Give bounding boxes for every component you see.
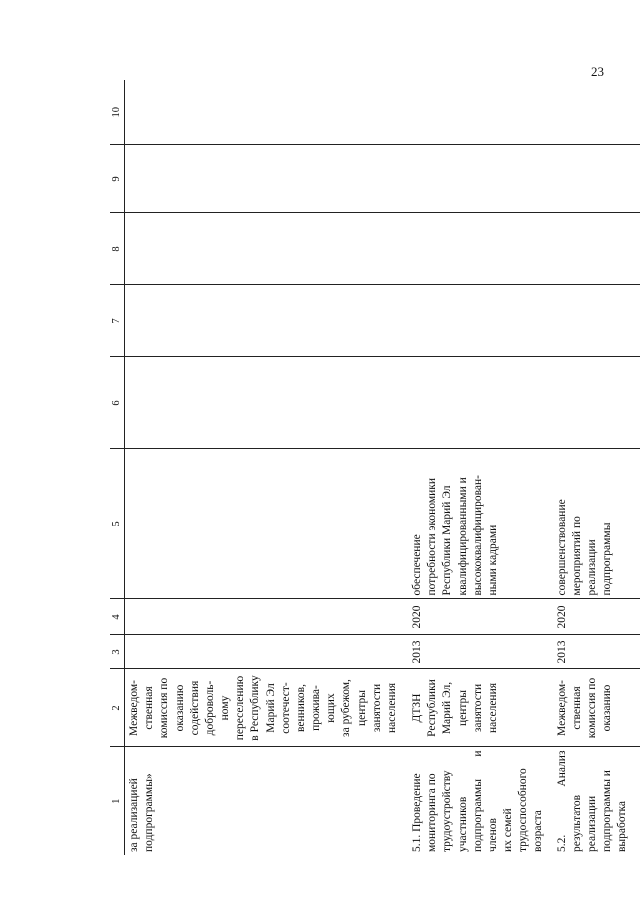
cell-end-year: 2020 [549,599,640,635]
cell-result: совершенствование мероприятий по реализации подпрограммы [549,449,640,599]
program-table [110,80,640,855]
table-row [402,80,549,855]
cell-col9 [125,145,403,213]
cell-executor: Межведом- ственная комиссия по оказанию [549,669,640,747]
cell-end-year [125,599,403,635]
cell-end-year: 2020 [402,599,549,635]
cell-result: обеспечение потребности экономики Республики Марий Эл квалифицированными и высококвалифицирован- ными кадрами [402,449,549,599]
cell-col9 [402,145,549,213]
cell-col9 [549,145,640,213]
col-header-4: 4 [110,599,125,635]
col-header-2: 2 [110,669,125,747]
page-number: 23 [591,64,604,79]
cell-col6 [402,357,549,449]
cell-col8 [402,213,549,285]
cell-measure: 5.1. Проведение мониторинга по трудоустройству участников подпрограммы и членов их семей трудоспособного возраста [411,750,545,852]
col-header-8: 8 [110,213,125,285]
cell-col6 [125,357,403,449]
col-header-5: 5 [110,449,125,599]
cell-col7 [402,285,549,357]
cell-col10 [402,80,549,145]
cell-executor: Межведом- ственная комиссия по оказанию содействия доброволь- ному переселению в Республику Марий Эл соотечест- венников, прожива- ющих за рубежом, центры занятости населения [125,669,403,747]
cell-col7 [125,285,403,357]
col-header-1: 1 [110,747,125,855]
table-row [125,80,403,855]
col-header-7: 7 [110,285,125,357]
cell-result [125,449,403,599]
cell-measure: за реализацией подпрограммы» [128,773,156,852]
cell-measure: 5.2. Анализ результатов реализации подпрограммы и выработка [555,750,629,852]
cell-col10 [549,80,640,145]
header-row [110,80,125,855]
rotated-table-wrapper [110,80,629,855]
cell-col6 [549,357,640,449]
cell-col10 [125,80,403,145]
cell-col8 [125,213,403,285]
cell-col8 [549,213,640,285]
col-header-10: 10 [110,80,125,145]
cell-col7 [549,285,640,357]
cell-start-year: 2013 [402,635,549,669]
col-header-3: 3 [110,635,125,669]
col-header-9: 9 [110,145,125,213]
col-header-6: 6 [110,357,125,449]
cell-start-year: 2013 [549,635,640,669]
cell-start-year [125,635,403,669]
table-row [549,80,640,855]
cell-executor: ДТЗН Республики Марий Эл, центры занятости населения [402,669,549,747]
